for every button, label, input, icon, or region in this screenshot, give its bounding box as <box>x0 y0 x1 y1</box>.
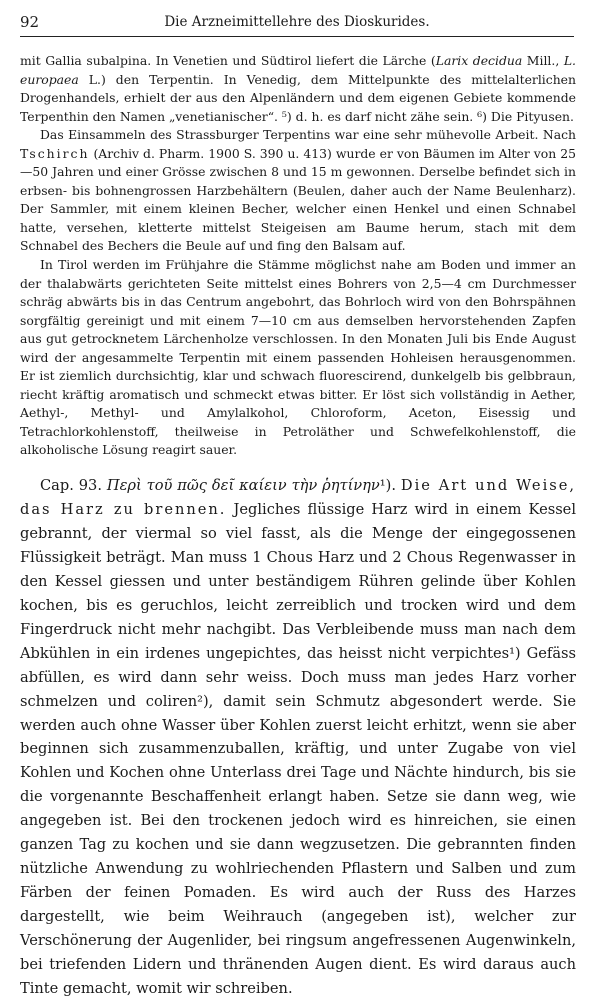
chapter-heading: Die Art und Weise, das Harz zu brennen. <box>20 477 576 518</box>
page-number: 92 <box>20 13 40 31</box>
chapter-body: Jegliches flüssige Harz wird in einem Kessel gebrannt, der viermal so viel fasst, als die Menge der eingegossenen Flüssigkeit beträgt. Man muss 1 Chous Harz und 2 Chous Regenwasser in den Kessel giessen und unter beständigem Rühren gelinde über Kohlen kochen, bis es geruchlos, leicht zerreiblich und trocken wird und dem Fingerdruck nicht mehr nachgibt. Das Verbleibende muss man nach dem Abkühlen in ein irdenes ungepichtes, das heisst nicht verpichtes¹) Gefäss abfüllen, es wird dann sehr weiss. Doch muss man jedes Harz vorher schmelzen und coliren²), damit sein Schmutz abgesondert werde. Sie werden auch ohne Wasser über Kohlen zuerst leicht erhitzt, wenn sie aber beginnen sich zusammenzuballen, kräftig, und unter Zugabe von viel Kohlen und Kochen ohne Unterlass drei Tage und Nächte hindurch, bis sie die vorgenannte Beschaffenheit erlangt haben. Setze sie dann weg, wie angegeben ist. Bei den trockenen jedoch wird es hinreichen, sie einen ganzen Tag zu kochen und sie dann wegzusetzen. Die gebrannten finden nützliche Anwendung zu wohlriechenden Pflastern und Salben und zum Färben der feinen Pomaden. Es wird auch der Russ des Harzes dargestellt, wie beim Weihrauch (angegeben ist), welcher zur Verschönerung der Augenlider, bei ringsum angefressenen Augenwinkeln, bei triefenden Lidern und thränenden Augen dient. Es wird daraus auch Tinte gemacht, womit wir schreiben. <box>20 500 576 998</box>
chapter-paragraph <box>20 474 576 1001</box>
chapter-number: Cap. 93. <box>40 477 102 494</box>
note-paragraph-1: mit Gallia subalpina. In Venetien und Südtirol liefert die Lärche (Larix decidua Mill., L. europaea L.) den Terpentin. In Venedig, dem Mittelpunkte des mittelalterlichen Drogenhandels, erhielt der aus den Alpenländern und dem eigenen Gebiete kommende Terpenthin den Namen „venetianischer“. ⁵) d. h. es darf nicht zähe sein. ⁶) Die Pityusen. <box>20 53 576 124</box>
note-paragraph-2: Das Einsammeln des Strassburger Terpentins war eine sehr mühevolle Arbeit. Nach Tschirch (Archiv d. Pharm. 1900 S. 390 u. 413) wurde er von Bäumen im Alter von 25—50 Jahren und einer Grösse zwischen 8 und 15 m gewonnen. Derselbe befindet sich in erbsen- bis bohnengrossen Harzbehältern (Beulen, daher auch der Name Beulenharz). Der Sammler, mit einem kleinen Becher, welcher einen Henkel und einen Schnabel hatte, versehen, kletterte mittelst Steigeisen am Baume herum, stach mit dem Schnabel des Bechers die Beule auf und fing den Balsam auf. <box>20 127 576 254</box>
greek-title: Περὶ τοῦ πῶς δεῖ καίειν τὴν ῥητίνην <box>106 477 380 494</box>
note-paragraph-3: In Tirol werden im Frühjahre die Stämme möglichst nahe am Boden und immer an der thalabwärts gerichteten Seite mittelst eines Bohrers von 2,5—4 cm Durchmesser schräg abwärts bis in das Centrum angebohrt, das Bohrloch wird von den Bohrspähnen sorgfältig gereinigt und mit einem 7—10 cm aus demselben hervorstehenden Zapfen aus gut getrocknetem Lärchenholze verschlossen. In den Monaten Juli bis Ende August wird der angesammelte Terpentin mit einem passenden Hohleisen herausgenommen. Er ist ziemlich durchsichtig, klar und schwach fluorescirend, dunkelgelb bis gelbbraun, riecht kräftig aromatisch und schmeckt etwas bitter. Er löst sich vollständig in Aether, Aethyl-, Methyl- und Amylalkohol, Chloroform, Aceton, Eisessig und Tetrachlorkohlenstoff, theilweise in Petroläther und Schwefelkohlenstoff, die alkoholische Lösung reagirt sauer. <box>20 257 576 458</box>
greek-title-note: ¹). <box>379 477 396 494</box>
footnotes-section <box>20 52 576 460</box>
page-header <box>20 10 574 37</box>
author-name: Tschirch <box>20 145 90 161</box>
running-title: Die Arzneimittellehre des Dioskurides. <box>164 14 430 30</box>
chapter-93 <box>20 474 576 1001</box>
